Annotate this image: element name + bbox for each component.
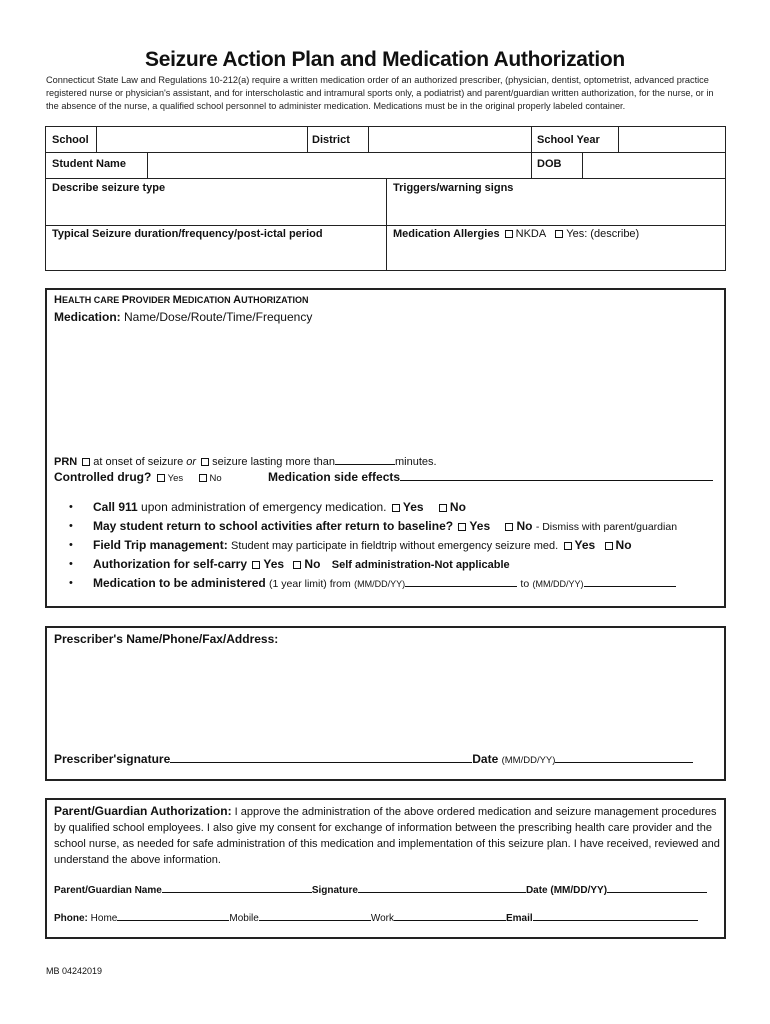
- side-effects-field[interactable]: [400, 470, 713, 481]
- prn-onset-checkbox[interactable]: [82, 458, 90, 466]
- prescriber-info-field[interactable]: [52, 650, 720, 745]
- fieldtrip-no-checkbox[interactable]: [605, 542, 613, 550]
- school-field[interactable]: [97, 128, 306, 151]
- return-no-checkbox[interactable]: [505, 523, 513, 531]
- fieldtrip-yes-checkbox[interactable]: [564, 542, 572, 550]
- allergies-row: [393, 228, 639, 240]
- duration-label: Typical Seizure duration/frequency/post-ictal period: [52, 228, 323, 240]
- seizure-type-label: Describe seizure type: [52, 182, 166, 194]
- phone-home-field[interactable]: [117, 910, 229, 921]
- medication-label: Medication:: [54, 310, 121, 324]
- field-trip-line: Field Trip management: Student may participate in fieldtrip without emergency seizure med. Yes No: [93, 538, 632, 552]
- student-name-label: Student Name: [52, 158, 126, 170]
- parent-date-field[interactable]: [607, 882, 707, 893]
- school-year-label: School Year: [537, 134, 600, 146]
- student-name-field[interactable]: [148, 153, 530, 177]
- triggers-label: Triggers/warning signs: [393, 182, 514, 194]
- intro-text: Connecticut State Law and Regulations 10-212(a) require a written medication order of an authorized prescriber, (physician, dentist, optometrist, advanced practice registered nurse or physician's assistant, and for interscholastic and intramural sports only, a podiatrist) and parent/guardian written authorization, for the nurse, or in the absence of the nurse, a qualified school personnel to administer medication. Medications must be in the original properly labeled container.: [46, 75, 714, 111]
- medication-field[interactable]: [52, 328, 720, 448]
- phone-mobile-field[interactable]: [259, 910, 371, 921]
- return-line: May student return to school activities after return to baseline? Yes No - Dismiss with parent/guardian: [93, 519, 678, 533]
- nkda-checkbox[interactable]: [505, 230, 513, 238]
- student-info-table: [45, 126, 726, 271]
- call911-yes-checkbox[interactable]: [392, 504, 400, 512]
- school-year-field[interactable]: [619, 128, 723, 151]
- controlled-no-checkbox[interactable]: [199, 474, 207, 482]
- return-yes-checkbox[interactable]: [458, 523, 466, 531]
- controlled-line: Controlled drug? Yes No: [54, 470, 222, 484]
- medication-line: [54, 310, 312, 324]
- allergy-yes-checkbox[interactable]: [555, 230, 563, 238]
- prn-lasting-checkbox[interactable]: [201, 458, 209, 466]
- admin-to-field[interactable]: [584, 576, 676, 587]
- prn-line: PRN at onset of seizure or seizure lasting more than minutes.: [54, 456, 437, 468]
- call911-no-checkbox[interactable]: [439, 504, 447, 512]
- form-code: MB 04242019: [46, 966, 103, 976]
- page-title: Seizure Action Plan and Medication Authorization: [145, 48, 625, 71]
- phone-work-field[interactable]: [394, 910, 506, 921]
- parent-authorization-text: Parent/Guardian Authorization: I approve the administration of the above ordered medication and seizure management procedures by qualified school employees. I also give my consent for exchange of information between the prescribing health care provider and the school nurse, as needed for safe administration of this medication and implementation of this seizure plan. I have received, reviewed and understand the above information.: [54, 804, 720, 866]
- call-911-line: Call 911 upon administration of emergency medication. Yes No: [93, 500, 466, 514]
- authorization-heading: HEALTH CARE PROVIDER MEDICATION AUTHORIZATION: [54, 294, 309, 306]
- district-field[interactable]: [369, 128, 530, 151]
- dob-label: DOB: [537, 158, 562, 170]
- side-effects-line: Medication side effects: [268, 470, 713, 484]
- prescriber-heading: Prescriber's Name/Phone/Fax/Address:: [54, 632, 279, 646]
- school-label: School: [52, 134, 89, 146]
- prescriber-signature-line: Prescriber'signature Date (MM/DD/YY): [54, 752, 693, 766]
- controlled-yes-checkbox[interactable]: [157, 474, 165, 482]
- medication-desc: Name/Dose/Route/Time/Frequency: [124, 310, 313, 324]
- selfcarry-no-checkbox[interactable]: [293, 561, 301, 569]
- self-carry-line: Authorization for self-carry Yes No Self administration-Not applicable: [93, 557, 510, 571]
- dob-field[interactable]: [583, 153, 723, 177]
- district-label: District: [312, 134, 350, 146]
- parent-signature-field[interactable]: [358, 882, 526, 893]
- prescriber-signature-field[interactable]: [170, 752, 472, 763]
- parent-name-line: Parent/Guardian Name Signature Date (MM/DD/YY): [54, 882, 707, 896]
- parent-name-field[interactable]: [162, 882, 312, 893]
- selfcarry-yes-checkbox[interactable]: [252, 561, 260, 569]
- allergy-yes-label: Yes: (describe): [566, 228, 640, 240]
- prescriber-date-field[interactable]: [555, 752, 693, 763]
- nkda-label: NKDA: [515, 228, 547, 240]
- allergies-label: Medication Allergies: [393, 228, 500, 240]
- administer-line: Medication to be administered (1 year limit) from (MM/DD/YY) to (MM/DD/YY): [93, 576, 676, 590]
- email-field[interactable]: [533, 910, 698, 921]
- admin-from-field[interactable]: [405, 576, 517, 587]
- prn-minutes-field[interactable]: [335, 454, 395, 465]
- parent-phone-line: Phone: Home Mobile Work Email: [54, 910, 698, 924]
